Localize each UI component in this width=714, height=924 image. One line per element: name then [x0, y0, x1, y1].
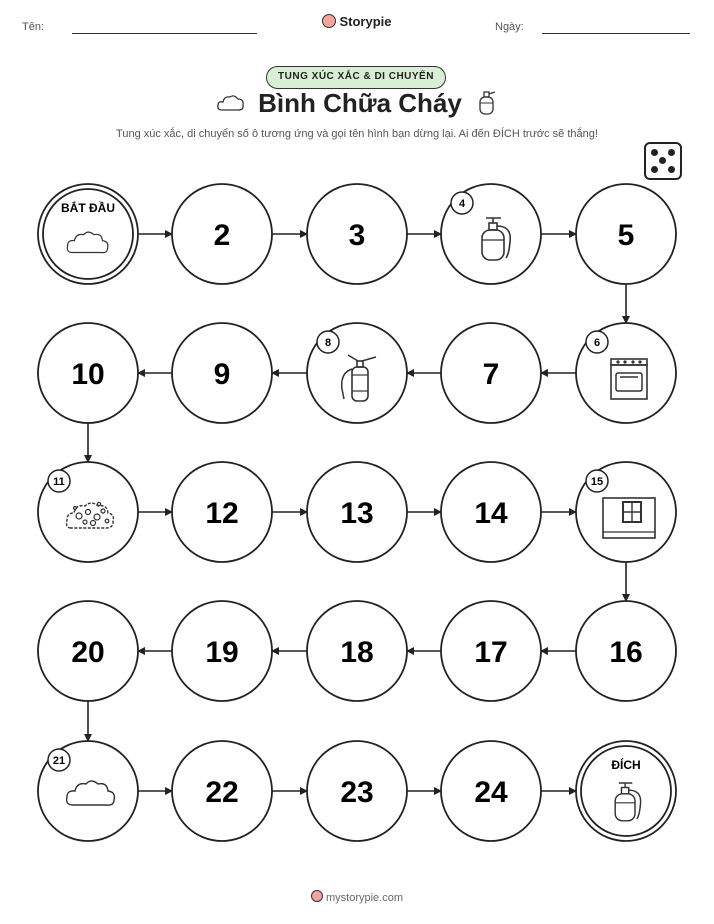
board-cell-14 [441, 462, 541, 562]
board-cell-12 [172, 462, 272, 562]
cell-number: 3 [348, 219, 366, 252]
board-cell-10 [38, 323, 138, 423]
cell-number: 22 [205, 776, 239, 809]
cell-number: 10 [71, 358, 105, 391]
title-text: Bình Chữa Cháy [258, 88, 462, 118]
board-cell-23 [307, 741, 407, 841]
cell-number: 13 [340, 497, 374, 530]
cell-number: 7 [482, 358, 500, 391]
board-cell-25 [576, 741, 676, 841]
finish-label: ĐÍCH [611, 758, 641, 772]
game-type-banner: TUNG XÚC XẮC & DI CHUYỂN [266, 66, 446, 89]
cell-number: 24 [474, 776, 508, 809]
board-cell-18 [307, 601, 407, 701]
cell-number: 20 [71, 636, 105, 669]
cell-number: 9 [213, 358, 231, 391]
board-cell-21 [38, 741, 138, 841]
board-cell-24 [441, 741, 541, 841]
storypie-mascot-icon [311, 890, 323, 902]
cell-number: 11 [53, 476, 65, 488]
cell-number: 16 [609, 636, 643, 669]
board-cell-6 [576, 323, 676, 423]
cell-number: 6 [593, 337, 601, 349]
board-cell-3 [307, 184, 407, 284]
cell-number: 14 [474, 497, 508, 530]
footer-url: mystorypie.com [325, 892, 404, 904]
board-cell-9 [172, 323, 272, 423]
board-cell-4 [441, 184, 541, 284]
cell-number: 4 [458, 198, 466, 210]
cell-number: 5 [617, 219, 635, 252]
date-label: Ngày: [495, 21, 524, 33]
board-cell-8 [307, 323, 407, 423]
cell-number: 23 [340, 776, 374, 809]
cell-number: 18 [340, 636, 374, 669]
cell-number: 17 [474, 636, 508, 669]
name-label: Tên: [22, 21, 45, 33]
board-cell-11 [38, 462, 138, 562]
board-cell-13 [307, 462, 407, 562]
board-cell-15 [576, 462, 676, 562]
board-cell-1 [38, 184, 138, 284]
footer [0, 890, 714, 904]
cell-number: 15 [590, 476, 604, 488]
board-cell-19 [172, 601, 272, 701]
board-cell-20 [38, 601, 138, 701]
cell-number: 21 [52, 755, 66, 767]
cell-number: 12 [205, 497, 239, 530]
instructions: Tung xúc xắc, di chuyển số ô tương ứng và gọi tên hình bạn dừng lại. Ai đến ĐÍCH trước sẽ thắng! [116, 128, 598, 140]
brand-name: Storypie [339, 14, 392, 29]
board-cell-22 [172, 741, 272, 841]
cell-number: 2 [213, 219, 231, 252]
start-label: BẮT ĐẦU [61, 201, 115, 215]
board-cell-2 [172, 184, 272, 284]
board-cell-16 [576, 601, 676, 701]
cell-number: 19 [205, 636, 239, 669]
board-cell-17 [441, 601, 541, 701]
board-cell-7 [441, 323, 541, 423]
cell-number: 8 [324, 337, 332, 349]
board-cell-5 [576, 184, 676, 284]
